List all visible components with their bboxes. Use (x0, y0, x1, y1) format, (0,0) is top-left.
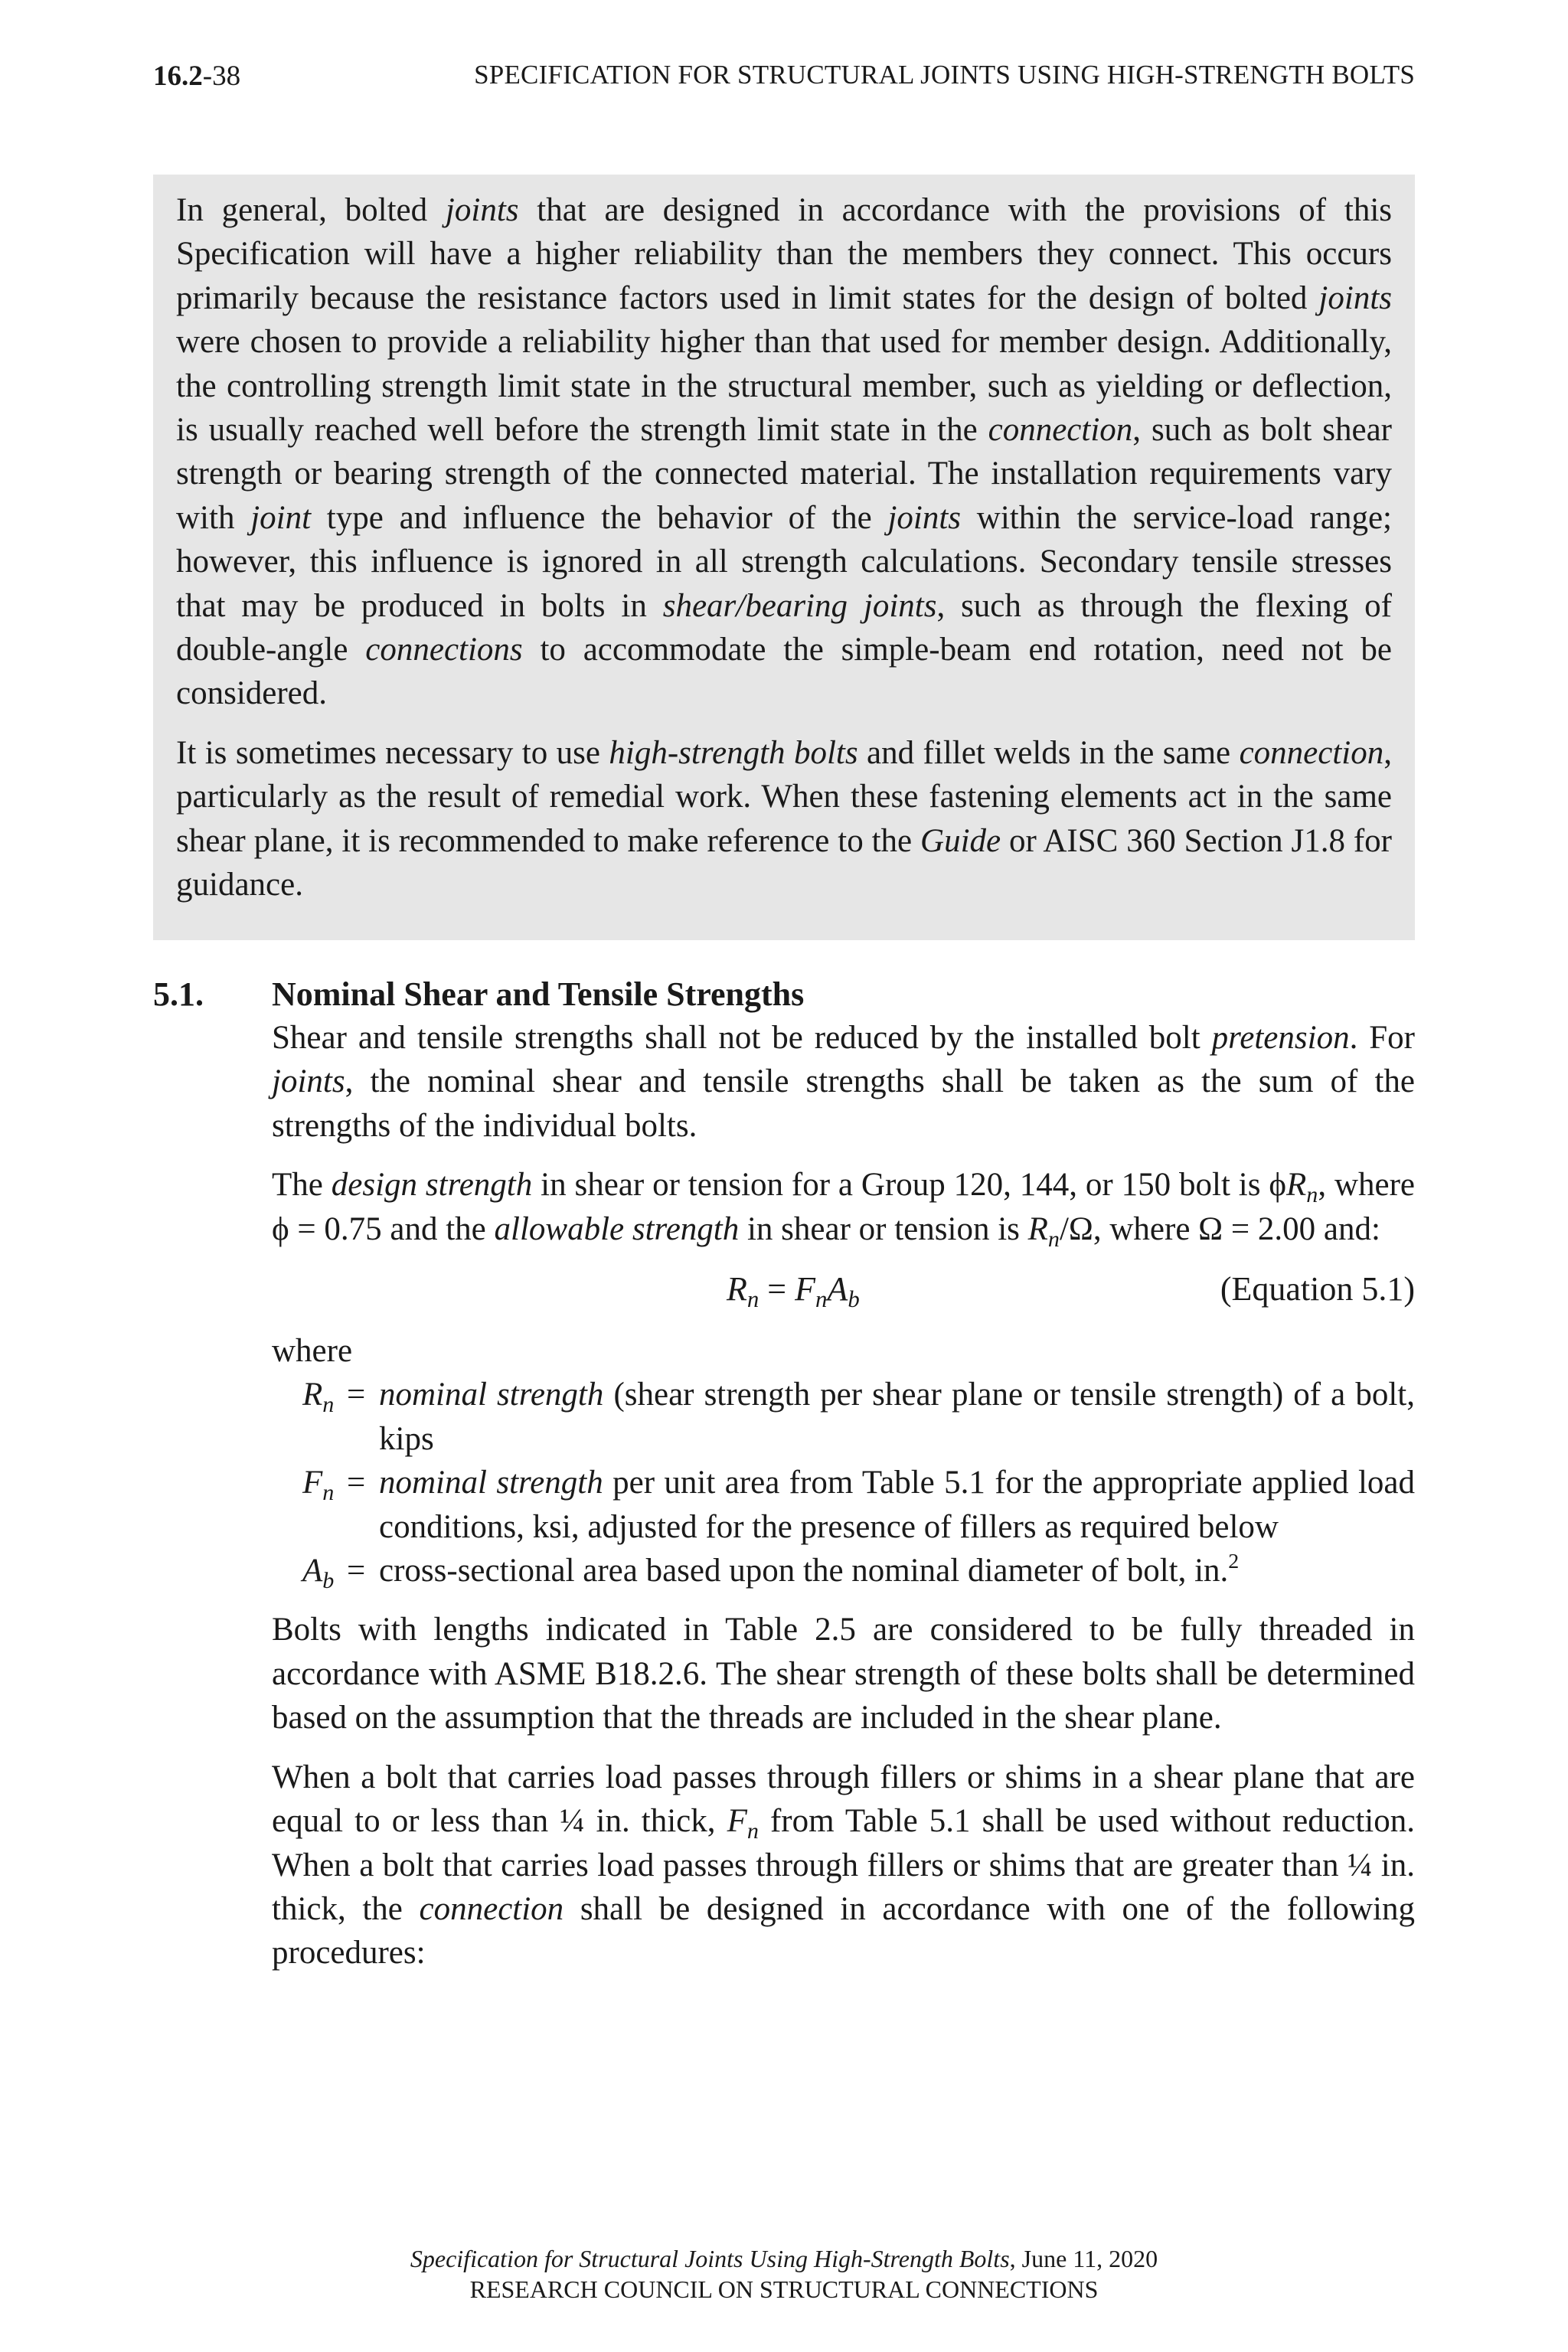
footer-line-1: Specification for Structural Joints Using High-Strength Bolts, June 11, 2020 (410, 2245, 1158, 2272)
variable-definitions (272, 1373, 1415, 1592)
section-paragraph-2: The design strength in shear or tension for a Group 120, 144, or 150 bolt is $\phi R_n$, where ϕ = 0.75 and the allowable strength in shear or tension is $R_n/\Omega$, where Ω = 2.00 and: (272, 1167, 1416, 1252)
definition-ab: $A_b$ = cross-sectional area based upon the nominal diameter of bolt, in.$^2$ (302, 1550, 1240, 1594)
section-title: Nominal Shear and Tensile Strengths (272, 975, 805, 1013)
footer-line-2: RESEARCH COUNCIL ON STRUCTURAL CONNECTIONS (469, 2275, 1099, 2303)
definition-fn: $F_n$ = nominal strength per unit area from Table 5.1 for the appropriate applied load conditions, ksi, adjusted for the presence of fillers as required below (302, 1465, 1415, 1545)
section-paragraph-1: Shear and tensile strengths shall not be reduced by the installed bolt pretension. For joints, the nominal shear and tensile strengths shall be taken as the sum of the strengths of the individual bolts. (272, 1020, 1415, 1144)
commentary-paragraph-2: It is sometimes necessary to use high-strength bolts and fillet welds in the same connection, particularly as the result of remedial work. When these fastening elements act in the same shear plane, it is recommended to make reference to the Guide or AISC 360 Section J1.8 for guidance. (176, 734, 1392, 903)
commentary-paragraph-1: In general, bolted joints that are designed in accordance with the provisions of this Specification will have a higher reliability than the members they connect. This occurs primarily because the resistance factors used in limit states for the design of bolted joints were chosen to provide a reliability higher than that used for member design. Additionally, the controlling strength limit state in the structural member, such as yielding or deflection, is usually reached well before the strength limit state in the connection, such as bolt shear strength or bearing strength of the connected material. The installation requirements vary with joint type and influence the behavior of the joints within the service-load range; however, this influence is ignored in all strength calculations. Secondary tensile stresses that may be produced in bolts in shear/bearing joints, such as through the flexing of double-angle connections to accommodate the simple-beam end rotation, need not be considered. (176, 192, 1393, 712)
section-body (272, 972, 1415, 1975)
definition-rn: $R_n$ = nominal strength (shear strength per shear plane or tensile strength) of a bolt, kips (302, 1377, 1415, 1457)
running-title: SPECIFICATION FOR STRUCTURAL JOINTS USING HIGH-STRENGTH BOLTS (474, 60, 1415, 90)
page-footer (0, 2243, 1568, 2305)
equation-label: (Equation 5.1) (1220, 1270, 1415, 1308)
page-number: 16.2-38 (153, 60, 241, 92)
section-number: 5.1. (153, 975, 204, 1013)
commentary-box (153, 175, 1415, 940)
section-paragraph-3: Bolts with lengths indicated in Table 2.5 are considered to be fully threaded in accordance with ASME B18.2.6. The shear strength of these bolts shall be determined based on the assumption that the threads are included in the shear plane. (272, 1612, 1415, 1736)
where-label: where (272, 1333, 353, 1370)
section-paragraph-4: When a bolt that carries load passes through fillers or shims in a shear plane that are equal to or less than ¼ in. thick, $F_n$ from Table 5.1 shall be used without reduction. When a bolt that carries load passes through fillers or shims that are greater than ¼ in. thick, the connection shall be designed in accordance with one of the following procedures: (272, 1759, 1416, 1971)
running-header (153, 60, 1415, 100)
equation-5-1 (272, 1269, 1415, 1318)
equation-body: $R_n = F_nA_b$ (727, 1270, 860, 1313)
